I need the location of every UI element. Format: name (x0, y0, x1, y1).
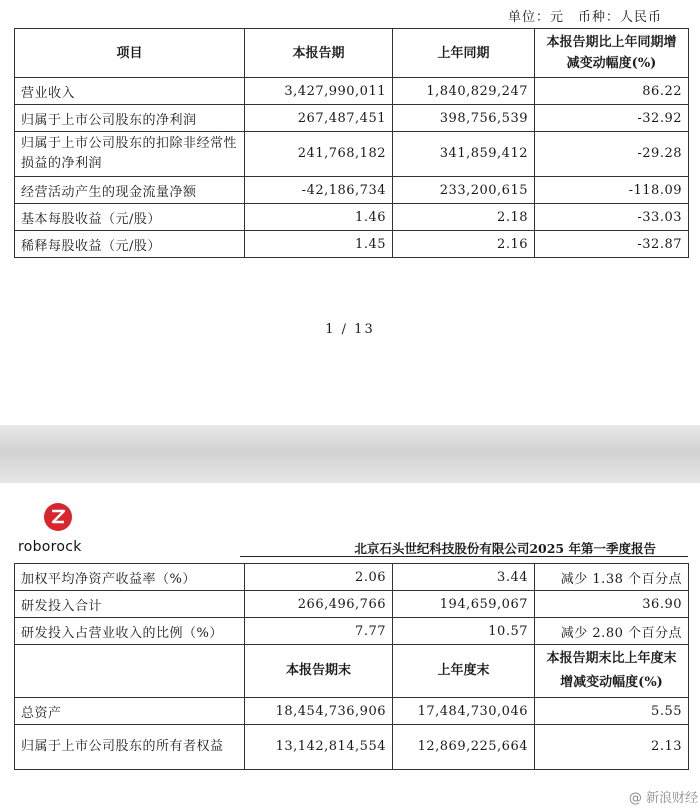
table-row (15, 78, 689, 105)
row-label: 稀释每股收益（元/股） (15, 231, 245, 258)
row-change: 2.13 (535, 725, 689, 770)
title-divider (240, 556, 688, 557)
row-change: 减少 2.80 个百分点 (535, 618, 689, 645)
row-change: -118.09 (535, 177, 689, 204)
row-current: 266,496,766 (245, 591, 393, 618)
row-prior: 3.44 (393, 564, 535, 591)
row-label: 加权平均净资产收益率（%） (15, 564, 245, 591)
row-prior: 2.18 (393, 204, 535, 231)
row-label: 基本每股收益（元/股） (15, 204, 245, 231)
row-change: 减少 1.38 个百分点 (535, 564, 689, 591)
table-row (15, 132, 689, 177)
row-label: 总资产 (15, 698, 245, 725)
table-row (15, 564, 689, 591)
roborock-logo-icon (44, 503, 72, 531)
table-row (15, 105, 689, 132)
table-row (15, 231, 689, 258)
table-row (15, 698, 689, 725)
header-current-period: 本报告期 (245, 29, 393, 78)
header-item: 项目 (15, 29, 245, 78)
row-change: -29.28 (535, 132, 689, 177)
row-current: 1.46 (245, 204, 393, 231)
row-label: 归属于上市公司股东的所有者权益 (15, 725, 245, 770)
page-separator (0, 425, 700, 483)
row-change: 86.22 (535, 78, 689, 105)
row-label: 营业收入 (15, 78, 245, 105)
logo-wordmark: roborock (18, 539, 82, 555)
watermark: @ 新浪财经 (628, 791, 698, 806)
table-header-row (15, 29, 689, 78)
report-title: 北京石头世纪科技股份有限公司2025 年第一季度报告 (354, 541, 656, 556)
report-page-2 (0, 483, 700, 808)
row-current: 3,427,990,011 (245, 78, 393, 105)
header-period-end: 本报告期末 (245, 645, 393, 698)
row-current: 18,454,736,906 (245, 698, 393, 725)
row-change: 36.90 (535, 591, 689, 618)
row-label: 研发投入合计 (15, 591, 245, 618)
row-prior: 1,840,829,247 (393, 78, 535, 105)
row-current: 267,487,451 (245, 105, 393, 132)
row-current: 13,142,814,554 (245, 725, 393, 770)
row-change: -32.87 (535, 231, 689, 258)
page-number: 1 / 13 (325, 322, 375, 337)
row-label: 归属于上市公司股东的扣除非经常性损益的净利润 (15, 132, 245, 177)
unit-currency-note: 单位：元 币种：人民币 (507, 10, 662, 25)
row-prior: 2.16 (393, 231, 535, 258)
row-prior: 398,756,539 (393, 105, 535, 132)
row-prior: 194,659,067 (393, 591, 535, 618)
row-label: 经营活动产生的现金流量净额 (15, 177, 245, 204)
row-prior: 233,200,615 (393, 177, 535, 204)
row-prior: 341,859,412 (393, 132, 535, 177)
row-change: -33.03 (535, 204, 689, 231)
row-current: -42,186,734 (245, 177, 393, 204)
header-change-pct: 本报告期末比上年度末增减变动幅度(%) (535, 645, 689, 698)
table-row (15, 591, 689, 618)
header-item (15, 645, 245, 698)
header-prior-period: 上年同期 (393, 29, 535, 78)
header-change-pct: 本报告期比上年同期增减变动幅度(%) (535, 29, 689, 78)
row-current: 241,768,182 (245, 132, 393, 177)
row-prior: 10.57 (393, 618, 535, 645)
table-header-row (15, 645, 689, 698)
table-row (15, 204, 689, 231)
financial-indicators-table (14, 563, 689, 770)
row-current: 7.77 (245, 618, 393, 645)
row-prior: 12,869,225,664 (393, 725, 535, 770)
row-change: -32.92 (535, 105, 689, 132)
row-label: 归属于上市公司股东的净利润 (15, 105, 245, 132)
row-prior: 17,484,730,046 (393, 698, 535, 725)
table-row (15, 618, 689, 645)
financial-summary-table (14, 28, 689, 258)
row-change: 5.55 (535, 698, 689, 725)
row-current: 2.06 (245, 564, 393, 591)
table-row (15, 177, 689, 204)
row-label: 研发投入占营业收入的比例（%） (15, 618, 245, 645)
row-current: 1.45 (245, 231, 393, 258)
table-row (15, 725, 689, 770)
header-prior-year-end: 上年度末 (393, 645, 535, 698)
